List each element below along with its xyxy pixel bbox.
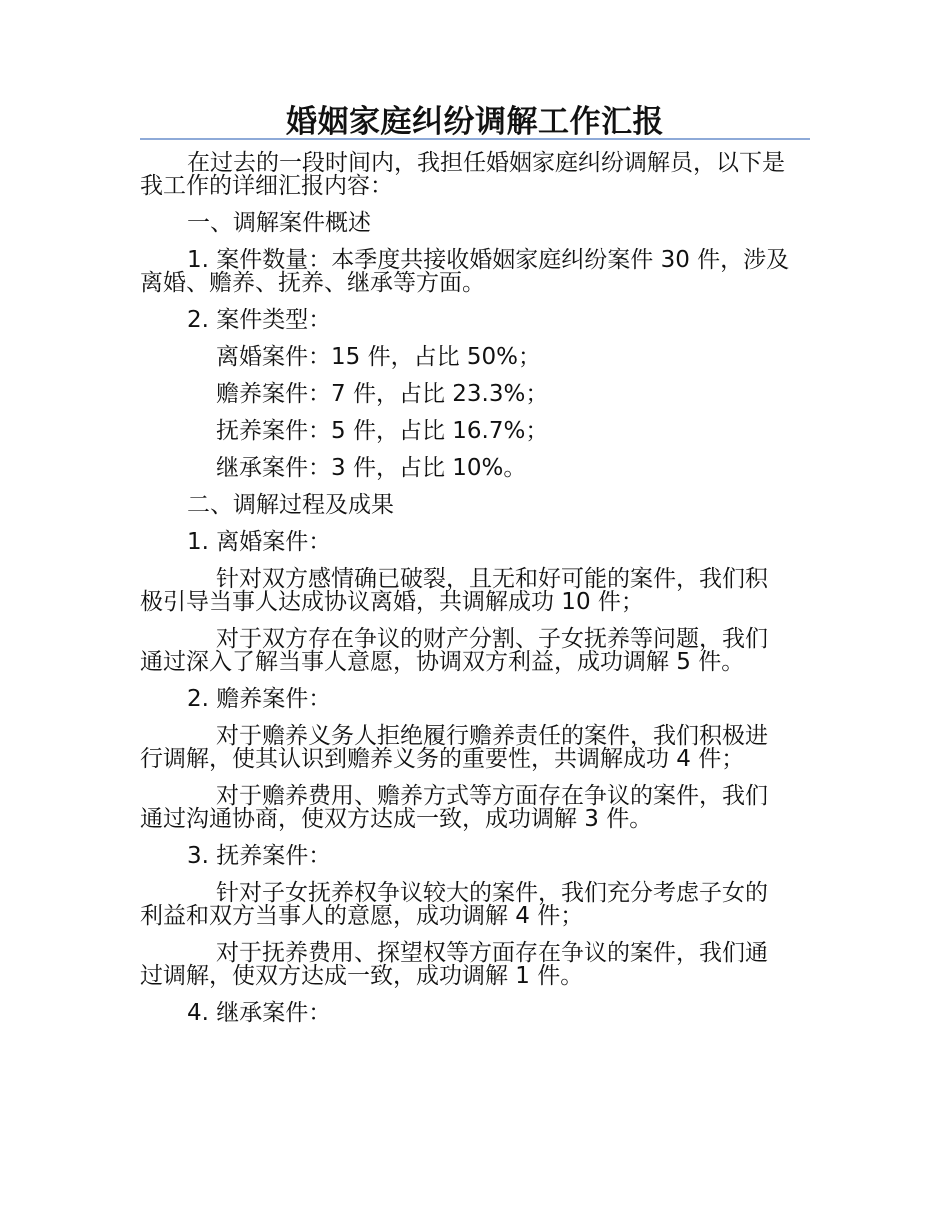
subheading-divorce: 1. 离婚案件：: [187, 529, 332, 555]
case-type-custody: 抚养案件：5 件，占比 16.7%；: [216, 418, 549, 444]
document-body: [140, 152, 790, 1039]
subheading-support: 2. 赡养案件：: [187, 686, 332, 712]
subheading-custody: 3. 抚养案件：: [187, 843, 332, 869]
title-underline: [140, 138, 810, 140]
divorce-paragraph-2: 对于双方存在争议的财产分割、子女抚养等问题，我们通过深入了解当事人意愿，协调双方利益，成功调解 5 件。: [140, 626, 768, 675]
custody-paragraph-2: 对于抚养费用、探望权等方面存在争议的案件，我们通过调解，使双方达成一致，成功调解 1 件。: [140, 940, 768, 989]
section-heading-overview: 一、调解案件概述: [187, 210, 371, 236]
case-count-paragraph: 1. 案件数量：本季度共接收婚姻家庭纠纷案件 30 件，涉及离婚、赡养、抚养、继承等方面。: [140, 247, 790, 296]
subheading-inheritance: 4. 继承案件：: [187, 1000, 332, 1026]
divorce-paragraph-1: 针对双方感情确已破裂，且无和好可能的案件，我们积极引导当事人达成协议离婚，共调解成功 10 件；: [140, 566, 768, 615]
case-type-divorce: 离婚案件：15 件，占比 50%；: [216, 344, 542, 370]
case-type-heading: 2. 案件类型：: [187, 307, 332, 333]
support-paragraph-1: 对于赡养义务人拒绝履行赡养责任的案件，我们积极进行调解，使其认识到赡养义务的重要性，共调解成功 4 件；: [140, 723, 768, 772]
support-paragraph-2: 对于赡养费用、赡养方式等方面存在争议的案件，我们通过沟通协商，使双方达成一致，成功调解 3 件。: [140, 783, 768, 832]
case-type-support: 赡养案件：7 件，占比 23.3%；: [216, 381, 549, 407]
case-type-inheritance: 继承案件：3 件，占比 10%。: [216, 455, 527, 481]
intro-paragraph: 在过去的一段时间内，我担任婚姻家庭纠纷调解员，以下是我工作的详细汇报内容：: [140, 150, 785, 199]
document-title: 婚姻家庭纠纷调解工作汇报: [286, 104, 664, 140]
section-heading-process: 二、调解过程及成果: [187, 492, 394, 518]
custody-paragraph-1: 针对子女抚养权争议较大的案件，我们充分考虑子女的利益和双方当事人的意愿，成功调解 4 件；: [140, 880, 768, 929]
